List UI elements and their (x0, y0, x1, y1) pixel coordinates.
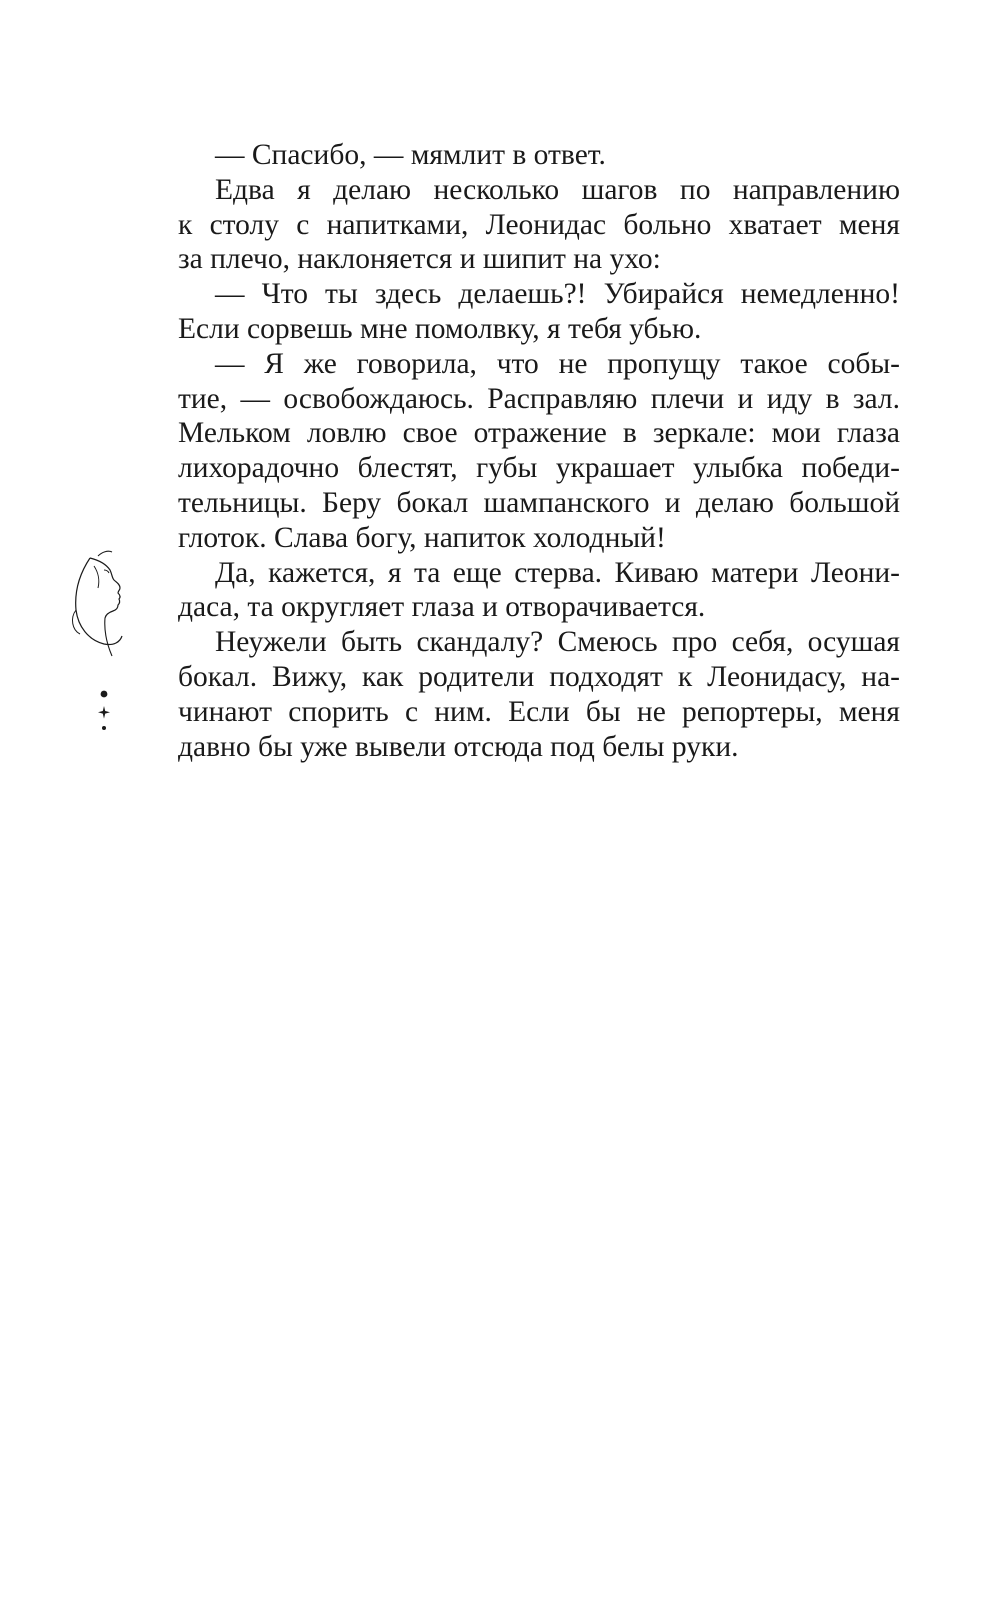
paragraph-4 (178, 347, 900, 556)
text-line: бокал. Вижу, как родители подходят к Леонидасу, на- (178, 660, 900, 693)
text-line: — Я же говорила, что не пропущу такое собы- (215, 347, 900, 380)
face-line-art-icon (68, 548, 148, 758)
text-line: — Спасибо, — мямлит в ответ. (215, 139, 606, 171)
text-line: к столу с напитками, Леонидас больно хватает меня (178, 208, 900, 241)
body-text (178, 138, 900, 764)
paragraph-3 (178, 277, 900, 347)
text-line: Неужели быть скандалу? Смеюсь про себя, осушая (215, 626, 900, 659)
text-line: тие, — освобождаюсь. Расправляю плечи и иду в зал. (178, 382, 900, 415)
paragraph-6 (178, 625, 900, 764)
text-line: Мельком ловлю свое отражение в зеркале: мои глаза (178, 417, 900, 450)
text-line: тельницы. Беру бокал шампанского и делаю большой (178, 486, 900, 519)
paragraph-2 (178, 173, 900, 277)
paragraph-5 (178, 556, 900, 626)
paragraph-1 (178, 138, 900, 173)
text-line: лихорадочно блестят, губы украшает улыбка победи- (178, 452, 900, 485)
text-line: за плечо, наклоняется и шипит на ухо: (178, 243, 661, 276)
text-line: глоток. Слава богу, напиток холодный! (178, 521, 666, 554)
text-line: Едва я делаю несколько шагов по направлению (215, 173, 900, 206)
text-line: даса, та округляет глаза и отворачивается. (178, 591, 706, 624)
text-line: Да, кажется, я та еще стерва. Киваю матери Леони- (215, 556, 900, 589)
text-line: Если сорвешь мне помолвку, я тебя убью. (178, 312, 702, 345)
text-line: чинают спорить с ним. Если бы не репортеры, меня (178, 695, 900, 728)
text-line: давно бы уже вывели отсюда под белы руки. (178, 730, 739, 763)
text-line: — Что ты здесь делаешь?! Убирайся немедленно! (215, 278, 900, 311)
